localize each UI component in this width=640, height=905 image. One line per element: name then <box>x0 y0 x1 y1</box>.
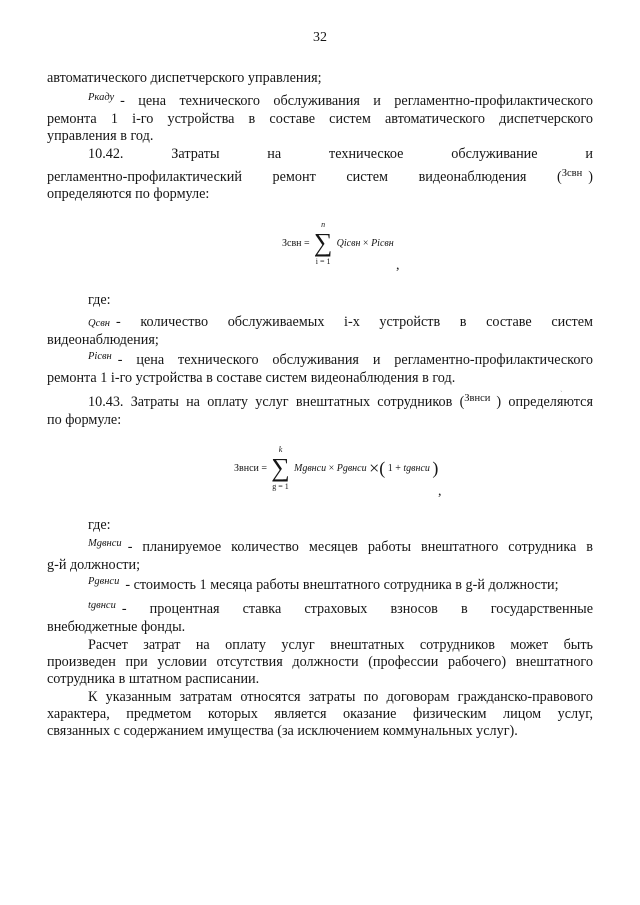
paragraph-line: связанных с содержанием имущества (за исключением коммунальных услуг). <box>47 723 518 739</box>
text-line: по формуле: <box>47 412 122 428</box>
definition-line <box>88 601 593 619</box>
symbol-p-gvnsi: Pgвнси <box>88 576 120 587</box>
formula-equals: = <box>261 462 268 474</box>
paragraph-line: К указанным затратам относятся затраты по договорам гражданско-правового <box>88 689 593 705</box>
sigma-symbol: ∑ <box>271 453 290 482</box>
symbol-z-svn: Зсвн <box>561 168 583 179</box>
symbol-t-gvnsi: tgвнси <box>88 600 116 611</box>
formula-term-m: Mgвнси <box>294 462 327 474</box>
definition-line <box>88 539 593 557</box>
formula-equals: = <box>304 237 310 249</box>
section-heading-10-42: 10.42. Затраты на техническое обслуживание и <box>88 146 593 162</box>
text-line: g-й должности; <box>47 557 141 573</box>
formula-video-surveillance <box>282 220 412 270</box>
definition-text: - цена технического обслуживания и регламентно-профилактического <box>120 93 593 109</box>
definition-text: - планируемое количество месяцев работы внештатного сотрудника в <box>127 539 593 555</box>
definition-text: - процентная ставка страховых взносов в государственные <box>121 601 593 617</box>
definition-line <box>88 577 593 595</box>
text-line: внебюджетные фонды. <box>47 619 186 635</box>
formula-times: × <box>362 237 369 249</box>
scan-speck: ˏ <box>560 383 563 392</box>
text-segment: регламентно-профилактический ремонт систем видеонаблюдения ( <box>47 169 562 185</box>
paragraph-line: сотрудника в штатном расписании. <box>47 671 260 687</box>
sum-lower-limit: i = 1 <box>315 257 331 266</box>
definition-line <box>88 352 593 370</box>
text-segment: ) <box>588 169 593 185</box>
symbol-m-gvnsi: Mgвнси <box>88 538 122 549</box>
paragraph-line: характера, предметом которых является оказание физическим лицом услуг, <box>47 706 593 722</box>
sigma-symbol: ∑ <box>313 228 333 257</box>
section-heading-10-43 <box>88 394 593 412</box>
formula-non-staff <box>234 445 454 495</box>
formula-lhs: Звнси <box>234 462 259 474</box>
formula-term-p: Piсвн <box>371 237 394 249</box>
formula-close-paren: ) <box>432 457 439 478</box>
text-segment: 10.43. Затраты на оплату услуг внештатных сотрудников ( <box>88 394 465 410</box>
text-line: определяются по формуле: <box>47 186 210 202</box>
formula-one-plus: 1 + <box>387 462 401 474</box>
formula-term-q: Qiсвн <box>336 237 361 249</box>
where-label: где: <box>88 517 111 533</box>
where-label: где: <box>88 292 111 308</box>
text-segment: ) определяются <box>496 394 593 410</box>
text-line: управления в год. <box>47 128 154 144</box>
formula-comma: , <box>438 484 442 499</box>
symbol-p-kadu: Pкаду <box>88 92 115 103</box>
sum-lower-limit: g = 1 <box>272 482 289 491</box>
definition-text: - количество обслуживаемых i-х устройств в составе систем <box>116 314 593 330</box>
text-line: ремонта 1 i-го устройства в составе систем видеонаблюдения в год. <box>47 370 456 386</box>
page-number: 32 <box>313 30 327 45</box>
definition-line <box>88 314 593 332</box>
formula-term-p: Pgвнси <box>336 462 367 474</box>
paragraph-line: произведен при условии отсутствия должности (профессии рабочего) внештатного <box>47 654 593 670</box>
formula-times: × <box>328 462 335 474</box>
sum-upper-limit: n <box>321 220 326 229</box>
text-line: видеонаблюдения; <box>47 332 159 348</box>
formula-lhs: Зсвн <box>282 237 302 249</box>
sum-sign <box>312 220 334 266</box>
text-line: автоматического диспетчерского управления; <box>47 70 322 86</box>
formula-comma: , <box>396 258 400 273</box>
text-line <box>47 169 593 187</box>
paragraph-line: Расчет затрат на оплату услуг внештатных сотрудников может быть <box>88 637 593 653</box>
formula-term-t: tgвнси <box>403 462 430 474</box>
sum-upper-limit: k <box>278 445 283 454</box>
definition-line <box>88 93 593 111</box>
symbol-q-svn: Qсвн <box>88 318 111 329</box>
symbol-z-vnsi: Звнси <box>464 393 491 404</box>
symbol-p-isvn: Piсвн <box>88 351 112 362</box>
definition-text: - цена технического обслуживания и регламентно-профилактического <box>117 352 593 368</box>
text-line: ремонта 1 i-го устройства в составе систем автоматического диспетчерского <box>47 111 593 127</box>
formula-open-paren: ×( <box>369 457 386 478</box>
definition-text: - стоимость 1 месяца работы внештатного сотрудника в g-й должности; <box>125 577 559 593</box>
sum-sign <box>270 445 292 491</box>
